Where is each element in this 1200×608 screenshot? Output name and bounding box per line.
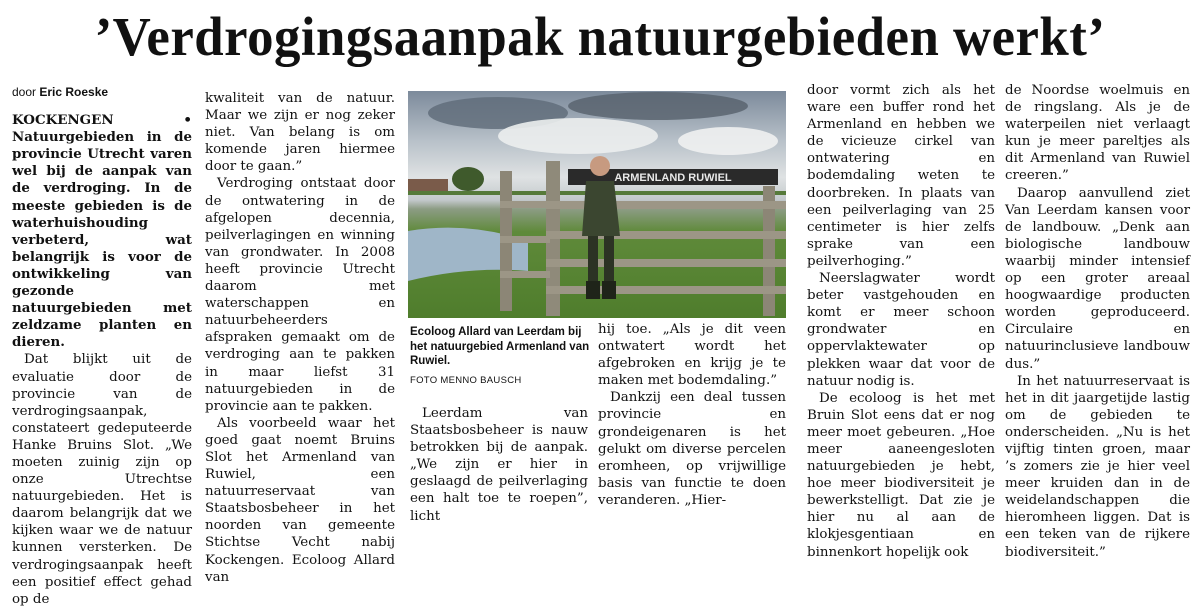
dateline: KOCKENGEN • [12,112,192,129]
col1-body: Dat blijkt uit de evaluatie door de provincie van de verdrogingsaanpak, constateert gedeputeerde Hanke Bruins Slot. „We moeten zuinig zijn op onze Utrechtse natuurgebieden. Het is daarom belangrijk dat we kijken waar we de natuur kunnen versterken. De verdrogingsaanpak heeft een positief effect gehad op de [12,352,192,607]
column-3 [410,405,588,525]
col2-paragraph-3: Als voorbeeld waar het goed gaat noemt Bruins Slot het Armenland van Ruwiel, een natuurreservaat van Staatsbosbeheer in het noorden van gemeente Stichtse Vecht nabij Kockengen. Ecoloog Allard van [205,415,395,585]
byline-author: Eric Roeske [39,85,109,99]
article-photo [408,91,786,318]
photo-credit: FOTO MENNO BAUSCH [410,375,522,386]
col5-paragraph-3: De ecoloog is het met Bruin Slot eens dat er nog meer moet gebeuren. „Hoe meer aaneengesloten natuurgebieden je hebt, hoe meer biodiversiteit je bewerkstelligt. Dat zie je hier nu al aan de klokjesgentiaan en binnenkort hopelijk ook [807,390,995,560]
lead-paragraph [12,112,192,351]
photo-illustration [408,91,786,318]
column-4 [598,321,786,509]
col6-paragraph-1: de Noordse woelmuis en de ringslang. Als je de waterpeilen niet verlaagt kun je meer pareltjes als dit Armenland van Ruwiel creeren.” [1005,83,1190,184]
col5-paragraph-2: Neerslagwater wordt beter vastgehouden en komt er meer schoon grondwater en oppervlaktewater op plekken waar dat voor de natuur nodig is. [807,271,995,389]
col2-paragraph-2: Verdroging ontstaat door de ontwatering in de afgelopen decennia, peilverlagingen en winning van grondwater. In 2008 heeft provincie Utrecht daarom met waterschappen en natuurbeheerders afspraken gemaakt om de verdroging aan te pakken in maar liefst 31 natuurgebieden in de provincie aan te pakken. [205,176,395,414]
col6-paragraph-3: In het natuurreservaat is het in dit jaargetijde lastig om de gebieden te onderscheiden. „Nu is het vijftig tinten groen, maar ’s zomers zie je hier veel meer kruiden dan in de weidelandschappen die hieromheen liggen. Dat is een teken van de rijkere biodiversiteit.” [1005,373,1190,560]
lead-text: Natuurgebieden in de provincie Utrecht varen wel bij de aanpak van de verdroging. In de meeste gebieden is de waterhuishouding verbeterd, wat belangrijk is voor de ontwikkeling van gezonde natuurgebieden met zeldzame planten en dieren. [12,129,192,351]
col6-paragraph-2: Daarop aanvullend ziet Van Leerdam kansen voor de landbouw. „Denk aan biologische landbouw waarbij minder intensief op een groter areaal hoogwaardige producten worden geproduceerd. Circulaire en natuurinclusieve landbouw dus.” [1005,185,1190,372]
col3-paragraph-1: Leerdam van Staatsbosbeheer is nauw betrokken bij de aanpak. „We zijn er hier in geslaagd de peilverlaging een halt toe te roepen”, licht [410,406,588,524]
article-headline: ’Verdrogingsaanpak natuurgebieden werkt’ [94,6,1106,67]
column-6 [1005,82,1190,561]
photo-caption: Ecoloog Allard van Leerdam bij het natuurgebied Armenland van Ruwiel. [410,326,590,367]
byline-prefix: door [12,85,40,99]
column-5 [807,82,995,561]
column-2 [205,90,395,586]
col5-paragraph-1: door vormt zich als het ware een buffer rond het Armenland en hebben we de vicieuze cirkel van ontwatering en bodemdaling weten te doorbreken. In plaats van een peilverlaging van 25 centimeter is hier zelfs sprake van een peilverhoging.” [807,83,995,269]
gate-sign-text: ARMENLAND RUWIEL [614,172,732,184]
col4-paragraph-1: hij toe. „Als je dit veen ontwatert wordt het afgebroken en krijg je te maken met bodemdaling.” [598,322,786,389]
column-1 [12,84,192,608]
col4-paragraph-2: Dankzij een deal tussen provincie en grondeigenaren is het gelukt om diverse percelen eromheen, op vrijwillige basis van functie te doen veranderen. „Hier- [598,390,786,508]
col2-paragraph-1: kwaliteit van de natuur. Maar we zijn er nog zeker niet. Van belang is om komende jaren hiermee door te gaan.” [205,91,395,175]
byline [12,84,192,101]
